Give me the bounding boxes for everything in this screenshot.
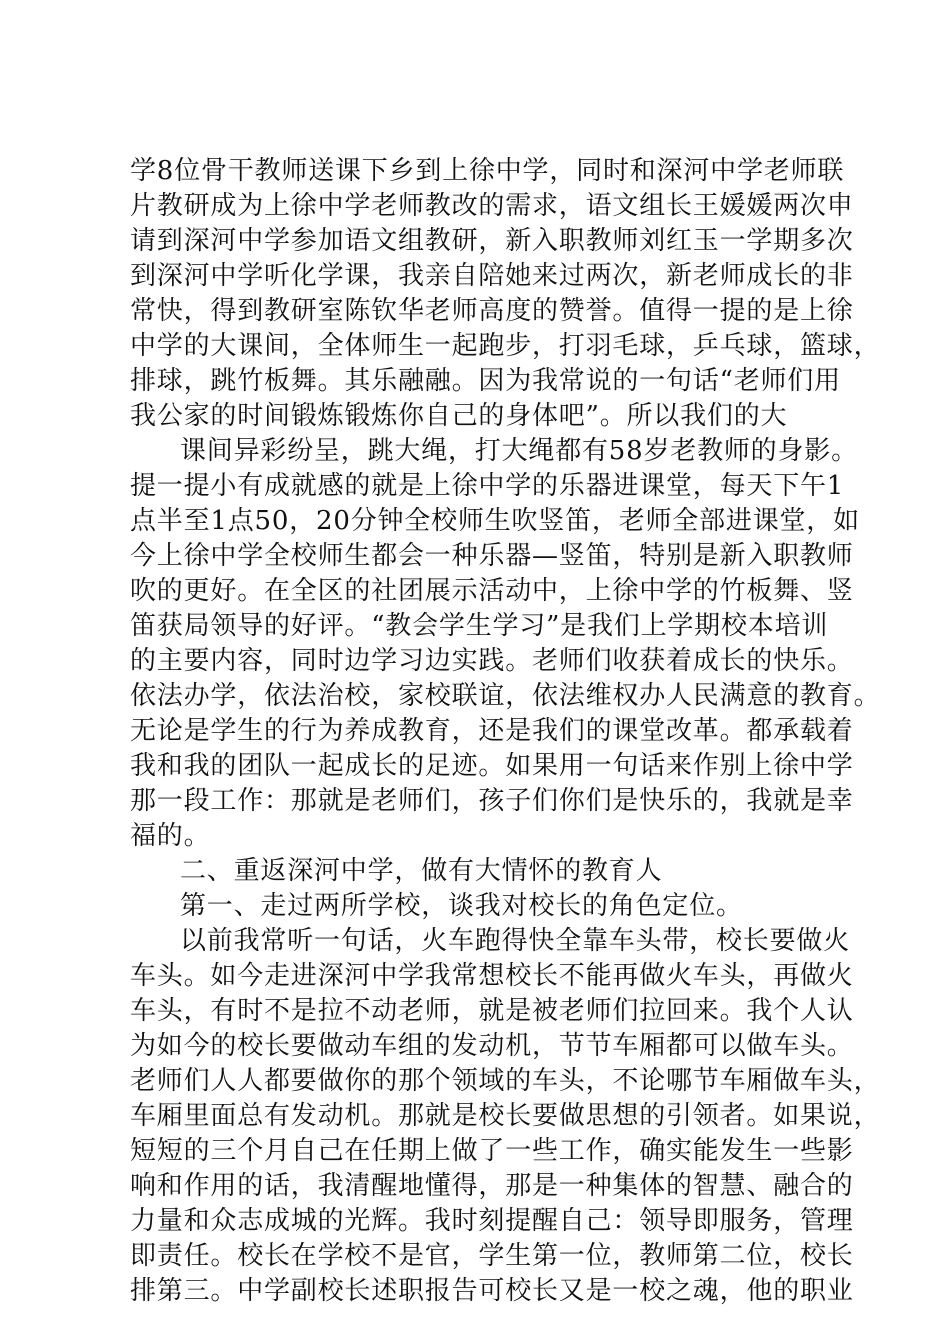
text-line: 的主要内容，同时边学习边实践。老师们收获着成长的快乐。 — [130, 646, 854, 676]
text-line: 请到深河中学参加语文组教研，新入职教师刘红玉一学期多次 — [130, 226, 854, 256]
text-line: 老师们人人都要做你的那个领域的车头，不论哪节车厢做车头， — [130, 1066, 881, 1096]
text-line: 提一提小有成就感的就是上徐中学的乐器进课堂，每天下午1 — [130, 471, 845, 501]
text-line: 排球，跳竹板舞。其乐融融。因为我常说的一句话“老师们用 — [130, 366, 841, 396]
text-line: 点半至1点50，20分钟全校师生吹竖笛，老师全部进课堂，如 — [130, 506, 860, 536]
text-line: 片教研成为上徐中学老师教改的需求，语文组长王媛媛两次申 — [130, 191, 854, 221]
text-line: 常快，得到教研室陈钦华老师高度的赞誉。值得一提的是上徐 — [130, 296, 854, 326]
section-heading: 二、重返深河中学，做有大情怀的教育人 — [180, 856, 663, 886]
text-line: 到深河中学听化学课，我亲自陪她来过两次，新老师成长的非 — [130, 261, 854, 291]
text-line: 为如今的校长要做动车组的发动机，节节车厢都可以做车头。 — [130, 1031, 854, 1061]
text-line: 中学的大课间，全体师生一起跑步，打羽毛球，乒乓球，篮球， — [130, 331, 881, 361]
text-line: 依法办学，依法治校，家校联谊，依法维权办人民满意的教育。 — [130, 681, 881, 711]
text-line: 车头，有时不是拉不动老师，就是被老师们拉回来。我个人认 — [130, 996, 854, 1026]
text-line: 即责任。校长在学校不是官，学生第一位，教师第二位，校长 — [130, 1241, 854, 1271]
text-line: 车厢里面总有发动机。那就是校长要做思想的引领者。如果说， — [130, 1101, 881, 1131]
text-line: 响和作用的话，我清醒地懂得，那是一种集体的智慧、融合的 — [130, 1171, 854, 1201]
text-line: 福的。 — [130, 821, 211, 851]
subsection-heading: 第一、走过两所学校，谈我对校长的角色定位。 — [180, 891, 743, 921]
text-line: 以前我常听一句话，火车跑得快全靠车头带，校长要做火 — [180, 926, 851, 956]
text-line: 排第三。中学副校长述职报告可校长又是一校之魂，他的职业 — [130, 1276, 854, 1306]
text-line: 学8位骨干教师送课下乡到上徐中学，同时和深河中学老师联 — [130, 156, 845, 186]
text-line: 今上徐中学全校师生都会一种乐器—竖笛，特别是新入职教师 — [130, 541, 854, 571]
text-line: 力量和众志成城的光辉。我时刻提醒自己：领导即服务，管理 — [130, 1206, 854, 1236]
text-line: 笛获局领导的好评。“教会学生学习”是我们上学期校本培训 — [130, 611, 829, 641]
text-line: 我和我的团队一起成长的足迹。如果用一句话来作别上徐中学 — [130, 751, 854, 781]
body-text — [130, 154, 881, 1309]
text-line: 吹的更好。在全区的社团展示活动中，上徐中学的竹板舞、竖 — [130, 576, 854, 606]
text-line: 无论是学生的行为养成教育，还是我们的课堂改革。都承载着 — [130, 716, 854, 746]
text-line: 那一段工作：那就是老师们，孩子们你们是快乐的，我就是幸 — [130, 786, 854, 816]
text-line: 课间异彩纷呈，跳大绳，打大绳都有58岁老教师的身影。 — [180, 436, 858, 466]
text-line: 我公家的时间锻炼锻炼你自己的身体吧”。所以我们的大 — [130, 401, 788, 431]
text-line: 车头。如今走进深河中学我常想校长不能再做火车头，再做火 — [130, 961, 854, 991]
text-line: 短短的三个月自己在任期上做了一些工作，确实能发生一些影 — [130, 1136, 854, 1166]
